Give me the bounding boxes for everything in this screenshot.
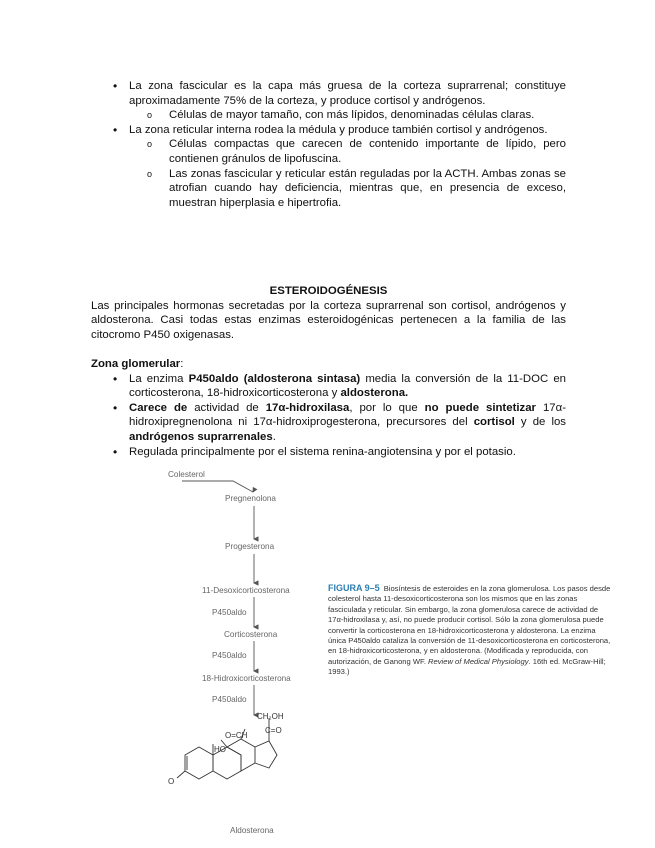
label-11-desoxicorticosterona: 11-Desoxicorticosterona	[202, 586, 290, 595]
sub-bullet-celulas-compactas: o Células compactas que carecen de contenido importante de lípido, pero contienen gránulos de lipofuscina.	[91, 137, 566, 166]
steroidogenesis-section	[91, 284, 566, 459]
label-ocH: O=CH	[225, 731, 248, 740]
label-aldosterona: Aldosterona	[230, 826, 274, 835]
figure-label: FIGURA 9–5	[328, 583, 380, 593]
label-co: C=O	[265, 726, 282, 735]
bullet-17-hidroxilasa: • Carece de actividad de 17α-hidroxilasa, por lo que no puede sintetizar 17α-hidroxipregnenolona ni 17α-hidroxiprogesterona, precursores del cortisol y de los andrógenos suprarrenales.	[91, 401, 566, 445]
glomerular-list	[91, 372, 566, 460]
label-colesterol: Colesterol	[168, 470, 205, 479]
label-o: O	[168, 777, 175, 786]
bullet-p450aldo: • La enzima P450aldo (aldosterona sintasa) media la conversión de la 11-DOC en corticosterona, 18-hidroxicorticosterona y aldosterona.	[91, 372, 566, 401]
label-corticosterona: Corticosterona	[224, 630, 278, 639]
sub-bullet-acth: o Las zonas fascicular y reticular están reguladas por la ACTH. Ambas zonas se atrofian cuando hay deficiencia, mientras que, en presencia de exceso, muestran hiperplasia e hipertrofia.	[91, 167, 566, 211]
bullet-reticular: • La zona reticular interna rodea la médula y produce también cortisol y andrógenos.	[91, 123, 566, 138]
label-ch2oh: CH₂OH	[257, 712, 284, 721]
label-ho: HO	[214, 745, 226, 754]
label-enzyme-3: P450aldo	[212, 695, 247, 704]
intro-list	[91, 79, 566, 210]
aldosterone-structure	[177, 718, 277, 779]
label-18-hidroxicorticosterona: 18-Hidroxicorticosterona	[202, 674, 291, 683]
bullet-regulacion: • Regulada principalmente por el sistema renina-angiotensina y por el potasio.	[91, 445, 566, 460]
sub-bullet-celulas-claras: o Células de mayor tamaño, con más lípidos, denominadas células claras.	[91, 108, 566, 123]
label-enzyme-1: P450aldo	[212, 608, 247, 617]
glomerular-title: Zona glomerular:	[91, 357, 184, 370]
figure-caption: FIGURA 9–5 Biosíntesis de esteroides en la zona glomerulosa. Los pasos desde colesterol hasta 11-desoxicorticosterona son los mismos que en las zonas fasciculada y reticular. Sin embargo, la zona glomerulosa carece de actividad de 17α-hidroxilasa y, así, no puede producir cortisol. Sólo la zona glomerulosa puede convertir la corticosterona en 18-hidroxicorticosterona y aldosterona. La enzima única P450aldo cataliza la conversión de 11-desoxicorticosterona en corticosterona, en 18-hidroxicorticosterona, y en aldosterona. (Modificada y reproducida, con autorización, de Ganong WF. Review of Medical Physiology. 16th ed. McGraw-Hill; 1993.)	[328, 583, 611, 677]
section-heading: ESTEROIDOGÉNESIS	[269, 285, 388, 297]
section-paragraph: Las principales hormonas secretadas por la corteza suprarrenal son cortisol, andrógenos y aldosterona. Casi todas estas enzimas esteroidogénicas pertenecen a la familia de las citocromo P450 oxigenasas.	[91, 299, 566, 341]
label-pregnenolona: Pregnenolona	[225, 494, 276, 503]
arrow-colesterol-pregnenolona	[182, 481, 253, 492]
bullet-fascicular: • La zona fascicular es la capa más gruesa de la corteza suprarrenal; constituye aproximadamente 75% de la corteza, y produce cortisol y andrógenos.	[91, 79, 566, 108]
label-progesterona: Progesterona	[225, 542, 275, 551]
label-enzyme-2: P450aldo	[212, 651, 247, 660]
